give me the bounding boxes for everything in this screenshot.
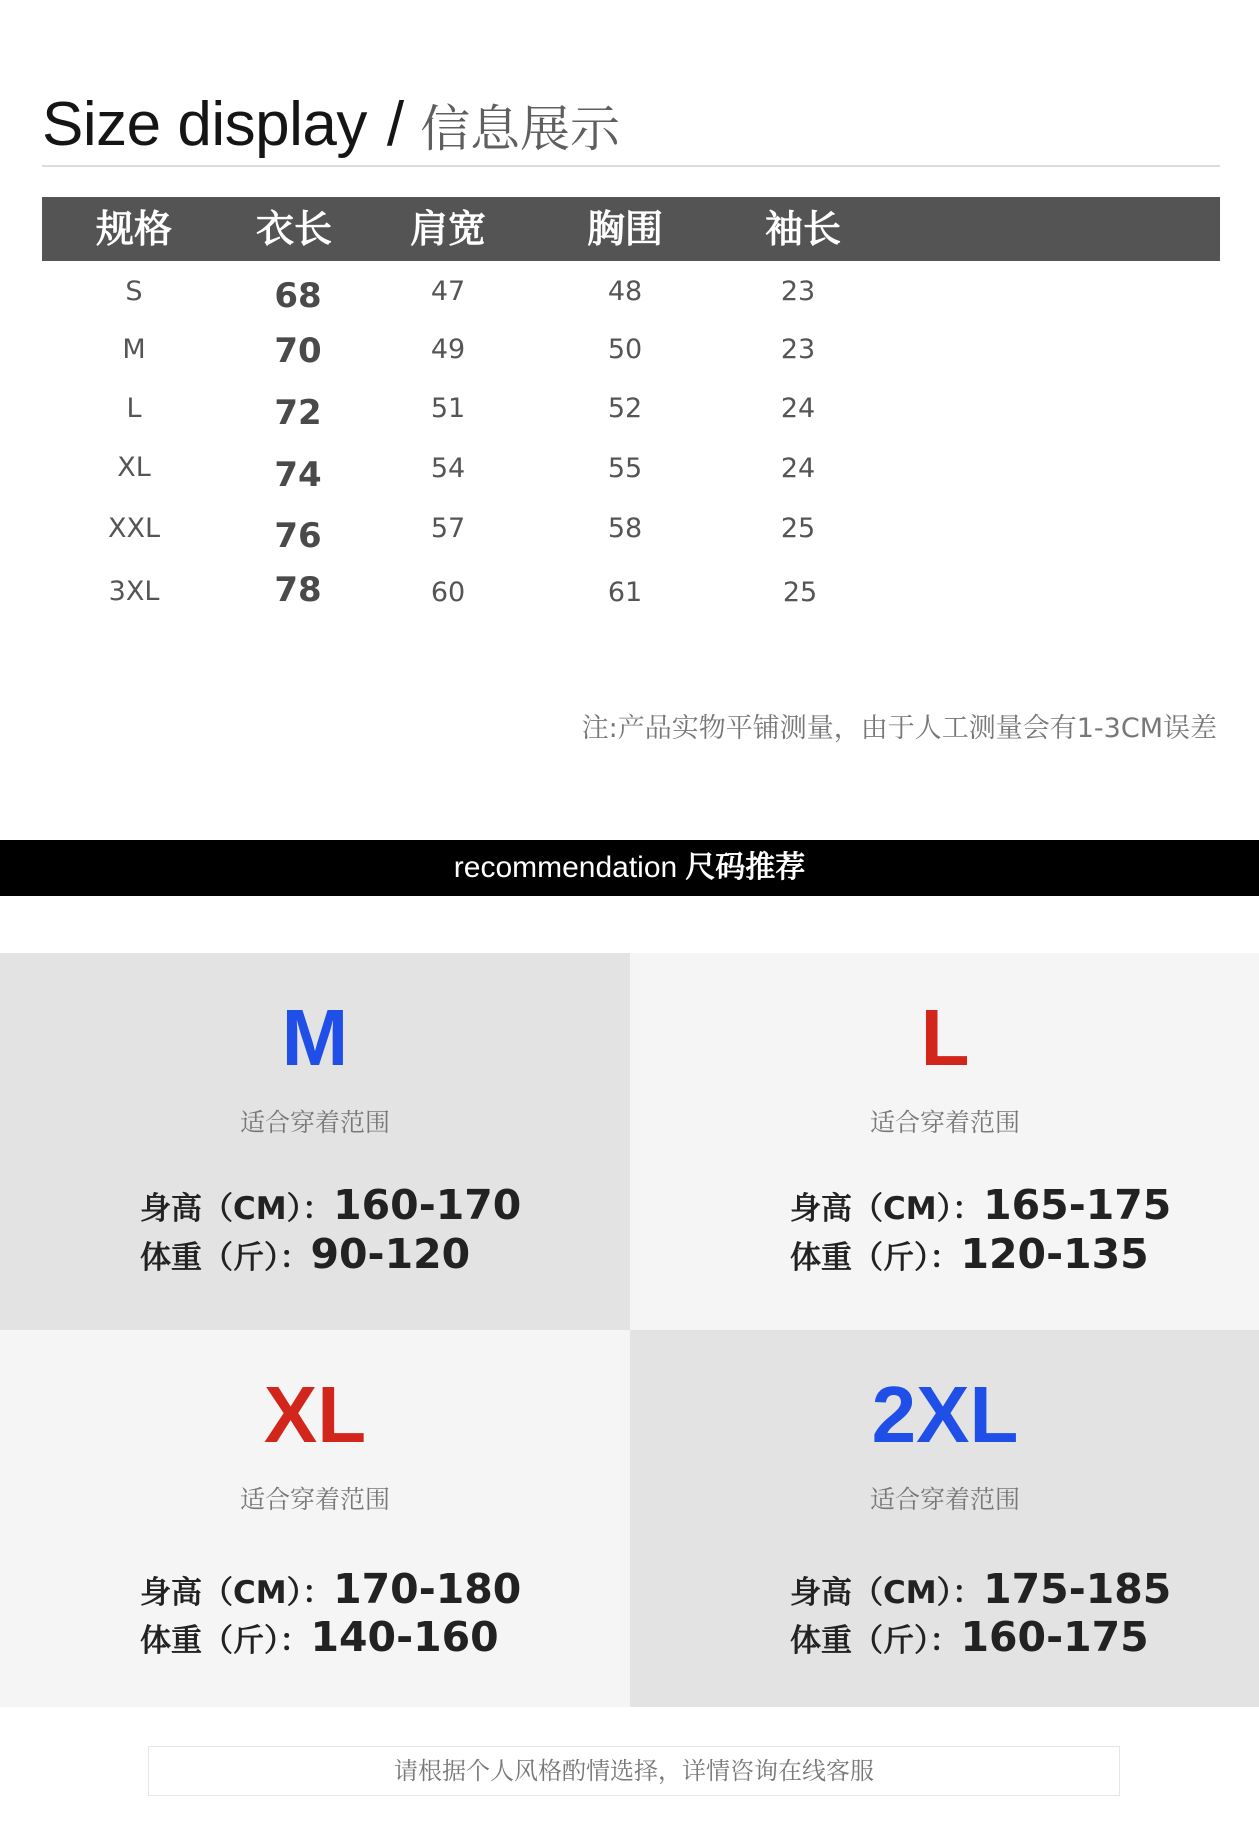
weight-value: 120-135 xyxy=(960,1230,1149,1278)
card-weight-line xyxy=(790,1613,1149,1661)
title-chinese: 信息展示 xyxy=(420,100,621,158)
card-height-line xyxy=(140,1565,521,1613)
table-cell: 48 xyxy=(607,276,643,307)
height-value: 160-170 xyxy=(333,1181,522,1229)
header-sleeve: 袖长 xyxy=(764,207,841,251)
card-fit-caption: 适合穿着范围 xyxy=(239,1108,390,1137)
table-cell: 70 xyxy=(274,331,322,371)
table-cell: 3XL xyxy=(108,576,160,607)
table-cell: 25 xyxy=(780,513,816,544)
weight-value: 90-120 xyxy=(310,1230,471,1278)
recommendation-banner xyxy=(0,840,1259,896)
size-card-l xyxy=(630,953,1259,1330)
card-weight-line xyxy=(140,1230,470,1278)
size-card-2xl xyxy=(630,1330,1259,1707)
header-shoulder: 肩宽 xyxy=(409,207,486,251)
table-cell: 25 xyxy=(782,577,818,608)
title-english: Size display xyxy=(42,90,367,159)
table-cell: 23 xyxy=(780,276,816,307)
weight-label: 体重（斤）： xyxy=(790,1240,961,1276)
card-size-label: L xyxy=(920,993,970,1082)
height-label: 身高（CM）： xyxy=(790,1191,984,1227)
table-cell: 74 xyxy=(274,455,322,495)
card-size-label: 2XL xyxy=(871,1370,1019,1459)
measurement-note: 注:产品实物平铺测量，由于人工测量会有1-3CM误差 xyxy=(581,713,1217,744)
weight-label: 体重（斤）： xyxy=(140,1240,311,1276)
height-value: 165-175 xyxy=(983,1181,1172,1229)
weight-value: 140-160 xyxy=(310,1613,499,1661)
card-fit-caption: 适合穿着范围 xyxy=(239,1485,390,1514)
height-value: 170-180 xyxy=(333,1565,522,1613)
card-weight-line xyxy=(140,1613,499,1661)
table-cell: 68 xyxy=(274,276,322,316)
weight-value: 160-175 xyxy=(960,1613,1149,1661)
height-label: 身高（CM）： xyxy=(140,1191,334,1227)
table-cell: 61 xyxy=(607,577,643,608)
card-fit-caption: 适合穿着范围 xyxy=(869,1485,1020,1514)
card-height-line xyxy=(790,1181,1171,1229)
table-cell: 55 xyxy=(607,453,643,484)
height-value: 175-185 xyxy=(983,1565,1172,1613)
size-card-m xyxy=(0,953,630,1330)
table-cell: 24 xyxy=(780,393,816,424)
card-size-label: M xyxy=(281,993,349,1082)
table-cell: 50 xyxy=(607,334,643,365)
weight-label: 体重（斤）： xyxy=(790,1623,961,1659)
header-size: 规格 xyxy=(95,207,172,251)
weight-label: 体重（斤）： xyxy=(140,1623,311,1659)
table-cell: XXL xyxy=(107,513,161,544)
card-weight-line xyxy=(790,1230,1149,1278)
table-cell: 49 xyxy=(430,334,466,365)
table-cell: 24 xyxy=(780,453,816,484)
table-cell: 47 xyxy=(430,276,466,307)
recommendation-title-cn: 尺码推荐 xyxy=(685,850,806,885)
card-size-label: XL xyxy=(263,1370,367,1459)
table-cell: 76 xyxy=(274,516,322,556)
header-chest: 胸围 xyxy=(586,207,663,251)
table-cell: S xyxy=(125,276,143,307)
table-cell: 58 xyxy=(607,513,643,544)
recommendation-title-en: recommendation xyxy=(453,851,678,884)
table-cell: XL xyxy=(117,452,151,483)
table-cell: 72 xyxy=(274,393,322,433)
size-card-xl xyxy=(0,1330,630,1707)
card-height-line xyxy=(140,1181,521,1229)
table-cell: L xyxy=(126,393,142,424)
table-cell: 57 xyxy=(430,513,466,544)
table-cell: 78 xyxy=(274,570,322,610)
table-cell: 51 xyxy=(430,393,466,424)
footer-notice: 请根据个人风格酌情选择，详情咨询在线客服 xyxy=(148,1746,1120,1796)
table-cell: M xyxy=(122,334,146,365)
page-title xyxy=(42,86,621,159)
table-cell: 23 xyxy=(780,334,816,365)
title-separator: / xyxy=(386,90,405,159)
table-cell: 52 xyxy=(607,393,643,424)
card-fit-caption: 适合穿着范围 xyxy=(869,1108,1020,1137)
height-label: 身高（CM）： xyxy=(790,1575,984,1611)
title-divider xyxy=(42,165,1220,167)
card-height-line xyxy=(790,1565,1171,1613)
height-label: 身高（CM）： xyxy=(140,1575,334,1611)
header-length: 衣长 xyxy=(255,207,332,251)
table-cell: 60 xyxy=(430,577,466,608)
table-cell: 54 xyxy=(430,453,466,484)
